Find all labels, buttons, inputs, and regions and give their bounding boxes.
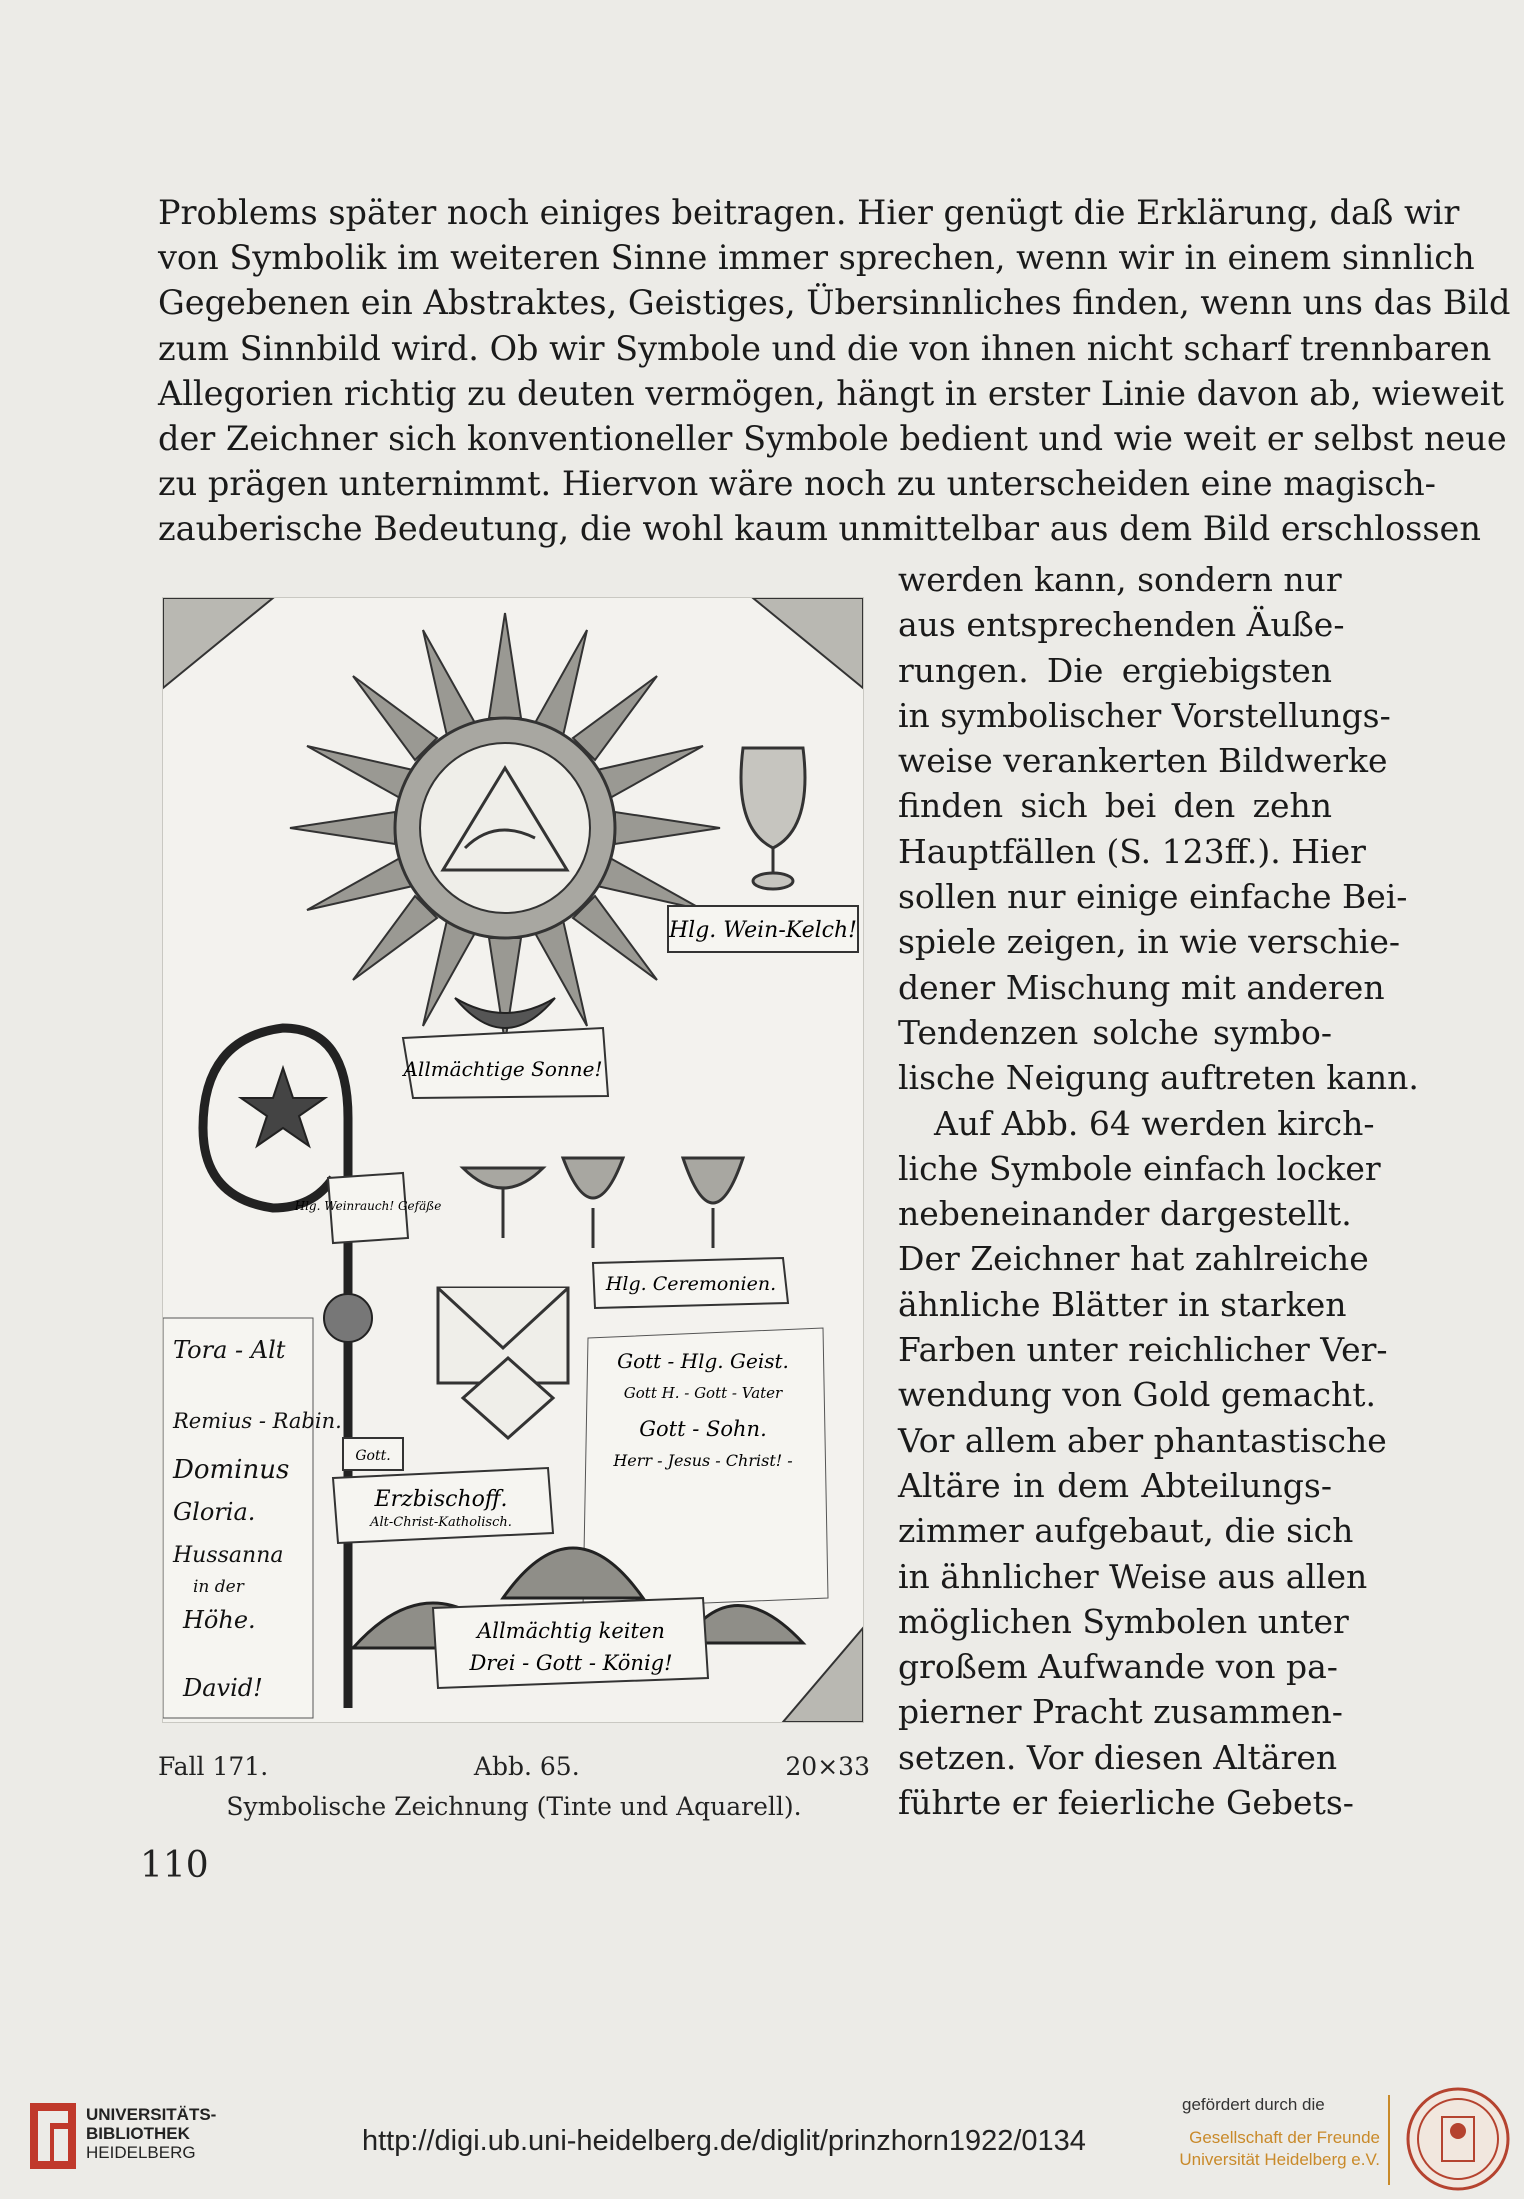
text-line: führte er feierliche Gebets- [898,1783,1354,1823]
funded-by-text: gefördert durch die [1182,2095,1325,2114]
label-rabbi: Remius - Rabin. [173,1409,342,1433]
label-gott-small: Gott. [355,1448,391,1464]
digitization-footer [0,2075,1524,2199]
label-holy-spirit: Gott - Hlg. Geist. [617,1349,789,1373]
text-line: liche Symbole einfach locker [898,1148,1381,1188]
drawing-svg [163,598,863,1722]
label-gloria: Gloria. [173,1498,256,1526]
symbolic-drawing-figure [162,597,864,1723]
wine-label-box [668,906,858,952]
text-line: Farben unter reichlicher Ver- [898,1330,1388,1370]
text-line: großem Aufwande von pa- [898,1647,1338,1687]
library-name-line: UNIVERSITÄTS- [86,2105,217,2124]
text-line: nebeneinander dargestellt. [898,1194,1352,1234]
label-trinity-a: Allmächtig keiten [477,1619,665,1643]
label-incense: Hlg. Weinrauch! Gefäße [294,1199,442,1213]
label-wine: Hlg. Wein-Kelch! [669,918,857,943]
left-list-block [163,1318,342,1718]
library-name [86,2105,216,2162]
sun-label-box [401,1028,608,1098]
text-line: möglichen Symbolen unter [898,1601,1349,1641]
text-line: werden kann, sondern nur [898,560,1342,599]
label-hosanna: Hussanna [173,1543,284,1568]
label-ceremonies: Hlg. Ceremonien. [605,1273,777,1295]
text-line: der Zeichner sich konventioneller Symbole bedient und wie weit er selbst neue [158,419,1507,459]
envelope-drawing [438,1288,568,1438]
library-name-line: HEIDELBERG [86,2143,196,2162]
label-father: Gott H. - Gott - Vater [623,1384,783,1402]
text-line: pierner Pracht zusammen- [898,1692,1343,1732]
caption-figure-number: Abb. 65. [473,1752,580,1781]
label-archbishop: Erzbischoff. [374,1487,508,1512]
text-line: Gegebenen ein Abstraktes, Geistiges, Übersinnliches finden, wenn uns das Bild [158,283,1511,323]
text-line: von Symbolik im weiteren Sinne immer sprechen, wenn wir in einem sinnlich [158,238,1475,278]
text-line: Der Zeichner hat zahlreiche [898,1239,1369,1279]
corner-ornament [753,598,863,688]
text-line: finden sich bei den zehn [898,786,1332,826]
label-dominus: Dominus [173,1455,290,1485]
text-line: in ähnlicher Weise aus allen [898,1556,1368,1596]
library-logo-icon [30,2103,76,2169]
star-icon [241,1068,325,1146]
text-line: wendung von Gold gemacht. [898,1375,1377,1415]
society-name-line: Universität Heidelberg e.V. [1179,2150,1380,2169]
text-line: weise verankerten Bildwerke [898,741,1388,781]
society-name-line: Gesellschaft der Freunde [1189,2128,1380,2147]
text-line: zu prägen unternimmt. Hiervon wäre noch zu unterscheiden eine magisch- [158,464,1437,504]
label-christian-catholic: Alt-Christ-Katholisch. [370,1515,512,1530]
text-line: zimmer aufgebaut, die sich [898,1511,1354,1551]
text-line: setzen. Vor diesen Altären [898,1737,1338,1777]
label-trinity-b: Drei - Gott - König! [469,1651,673,1675]
text-line: Hauptfällen (S. 123ff.). Hier [898,831,1366,871]
caption-size: 20×33 [785,1752,870,1781]
text-line: spiele zeigen, in wie verschie- [898,922,1401,962]
label-hoehe: Höhe. [183,1606,256,1634]
text-line: Auf Abb. 64 werden kirch- [934,1103,1375,1143]
label-torah: Tora - Alt [173,1336,286,1364]
incense-label-box [294,1173,442,1243]
figure-caption [158,1747,870,1827]
university-seal-icon [1404,2085,1512,2193]
footer-divider [1388,2095,1390,2185]
label-david: David! [183,1674,263,1702]
label-in-der: in der [193,1577,244,1597]
text-line: Problems später noch einiges beitragen. Hier genügt die Erklärung, daß wir [158,193,1460,232]
trinity-text-block [583,1328,828,1608]
body-text-column [898,557,1419,1825]
label-jesus: Herr - Jesus - Christ! - [613,1451,793,1470]
caption-case: Fall 171. [158,1752,269,1781]
text-line: ähnliche Blätter in starken [898,1284,1347,1324]
incense-vessels-drawing [463,1158,743,1248]
society-name [1166,2127,1380,2171]
source-url-link[interactable]: http://digi.ub.uni-heidelberg.de/diglit/prinzhorn1922/0134 [362,2125,1086,2157]
wine-chalice-drawing [741,748,805,889]
sun-drawing [290,613,720,1043]
text-line: Tendenzen solche symbo- [898,1012,1332,1052]
text-line: Allegorien richtig zu deuten vermögen, hängt in erster Linie davon ab, wieweit [158,373,1504,413]
caption-description: Symbolische Zeichnung (Tinte und Aquarell). [226,1792,802,1821]
text-line: zauberische Bedeutung, die wohl kaum unmittelbar aus dem Bild erschlossen [158,509,1481,549]
archbishop-label-box [333,1438,553,1543]
text-line: sollen nur einige einfache Bei- [898,877,1408,917]
text-line: Altäre in dem Abteilungs- [898,1465,1332,1505]
text-line: lische Neigung auftreten kann. [898,1058,1419,1098]
trinity-banner-box [433,1598,708,1688]
text-line: aus entsprechenden Äuße- [898,605,1345,645]
corner-ornament [163,598,273,688]
text-line: dener Mischung mit anderen [898,967,1385,1007]
text-line: Vor allem aber phantastische [898,1420,1387,1460]
label-son: Gott - Sohn. [639,1417,767,1441]
label-sun: Allmächtige Sonne! [403,1057,603,1081]
page-number: 110 [140,1845,209,1886]
text-line: rungen. Die ergiebigsten [898,650,1332,690]
text-line: in symbolischer Vorstellungs- [898,695,1391,735]
library-name-line: BIBLIOTHEK [86,2124,190,2143]
ceremonies-label-box [593,1258,788,1308]
body-text-full-width [158,190,1511,552]
text-line: zum Sinnbild wird. Ob wir Symbole und die von ihnen nicht scharf trennbaren [158,328,1492,368]
